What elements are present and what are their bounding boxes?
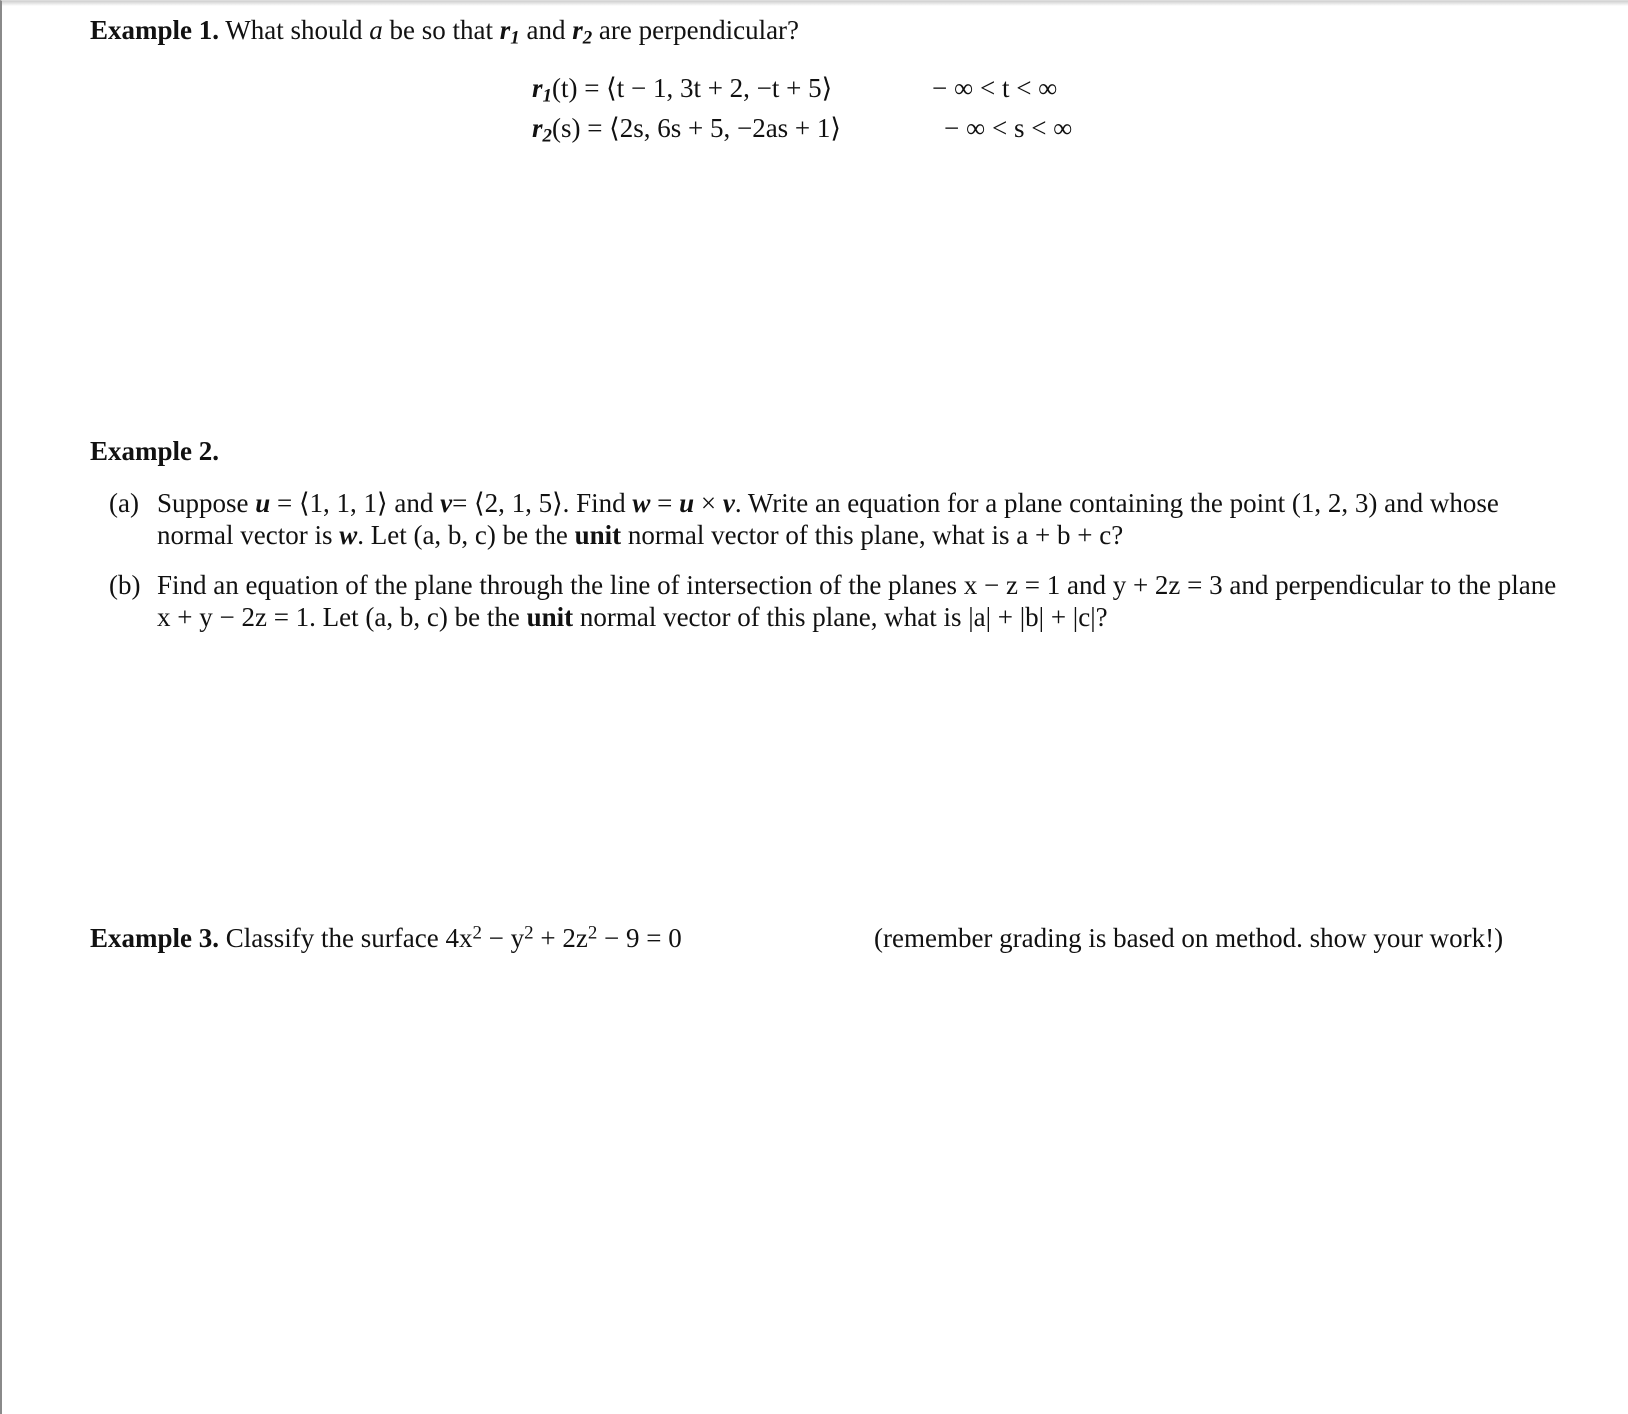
q1-var-a: a xyxy=(369,15,383,45)
equation-r2: $r_2(s)$ = ⟨2s, 6s + 5, −2as + 1⟩ xyxy=(532,113,841,147)
example-1-label: Example 1. xyxy=(90,15,220,45)
equation-r1: $r_1(t)$ = ⟨t − 1, 3t + 2, −t + 5⟩ xyxy=(532,73,833,107)
q1-text-post: are perpendicular? xyxy=(598,15,800,45)
grading-note: (remember grading is based on method. show your work!) xyxy=(874,923,1504,953)
domain-t: − ∞ < t < ∞ xyxy=(932,73,1058,103)
part-a-tag: (a) xyxy=(109,488,139,518)
part-b-tag: (b) xyxy=(109,570,141,600)
example-1-question xyxy=(90,14,800,49)
q1-r1: $r_1$ xyxy=(499,15,520,49)
q1-text-mid: be so that xyxy=(389,15,493,45)
part-b-unit: unit xyxy=(526,602,574,632)
top-edge-shadow xyxy=(2,1,1628,6)
domain-s: − ∞ < s < ∞ xyxy=(944,113,1073,143)
q1-text-pre: What should xyxy=(225,15,363,45)
part-a-unit: unit xyxy=(574,520,622,550)
equation-r1-text: (t) = ⟨t − 1, 3t + 2, −t + 5⟩ xyxy=(551,73,833,103)
q1-and: and xyxy=(526,15,566,45)
part-a-text: Suppose u = ⟨1, 1, 1⟩ and v= ⟨2, 1, 5⟩. Find w = u × v. Write an equation for a plane containing the point (1, 2, 3) and whose normal vector is w. Let (a, b, c) be the unit normal vector of this plane, what is a + b + c? xyxy=(157,488,1499,550)
q1-r2: $r_2$ xyxy=(572,15,593,49)
example-3-label: Example 3. xyxy=(90,923,220,953)
example-2-part-a xyxy=(109,487,1569,551)
equation-r2-text: (s) = ⟨2s, 6s + 5, −2as + 1⟩ xyxy=(551,113,841,143)
part-b-text: Find an equation of the plane through the line of intersection of the planes x − z = 1 and y + 2z = 3 and perpendicular to the plane x + y − 2z = 1. Let (a, b, c) be the unit normal vector of this plane, what is |a| + |b| + |c|? xyxy=(157,570,1557,632)
example-3-question xyxy=(90,922,682,954)
example-2-label: Example 2. xyxy=(90,436,220,466)
example-3-surface: Classify the surface $4x^2 - y^2 + 2z^2 - 9 = 0$ xyxy=(225,922,682,953)
example-2-part-b xyxy=(109,569,1569,633)
